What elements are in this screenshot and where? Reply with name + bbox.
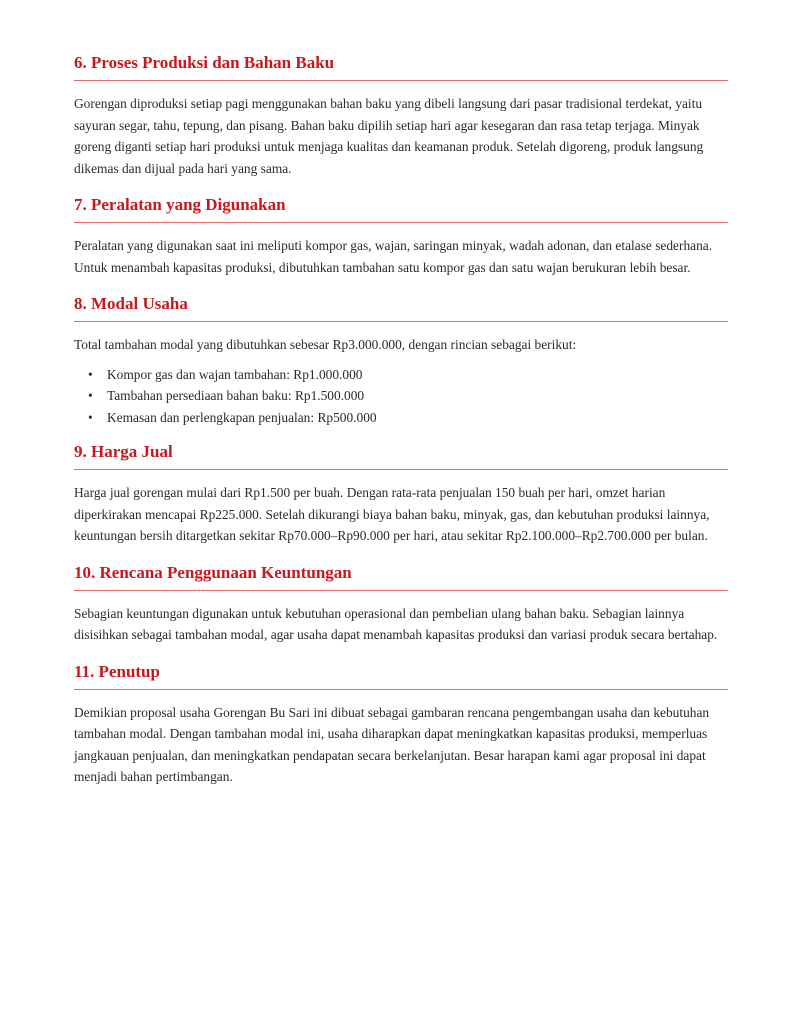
section-modal-usaha (74, 292, 728, 428)
section-produksi (74, 51, 728, 179)
section-heading: 7. Peralatan yang Digunakan (74, 193, 728, 223)
section-penggunaan-keuntungan (74, 561, 728, 646)
document-page (74, 40, 728, 788)
section-paragraph: Harga jual gorengan mulai dari Rp1.500 per buah. Dengan rata-rata penjualan 150 buah per hari, omzet harian diperkirakan mencapai Rp225.000. Setelah dikurangi biaya bahan baku, minyak, gas, dan kebutuhan produksi lainnya, keuntungan bersih ditargetkan sekitar Rp70.000–Rp90.000 per hari, atau sekitar Rp2.100.000–Rp2.700.000 per bulan. (74, 485, 710, 543)
section-paragraph: Demikian proposal usaha Gorengan Bu Sari ini dibuat sebagai gambaran rencana pengembangan usaha dan kebutuhan tambahan modal. Dengan tambahan modal ini, usaha diharapkan dapat meningkatkan kapasitas produksi, memperluas jangkauan penjualan, dan meningkatkan pendapatan secara berkelanjutan. Besar harapan kami agar proposal ini dapat menjadi bahan pertimbangan. (74, 704, 710, 784)
section-heading: 6. Proses Produksi dan Bahan Baku (74, 51, 728, 81)
list-item (88, 385, 728, 407)
section-harga-jual (74, 440, 728, 547)
bullet-icon: • (88, 409, 93, 425)
section-heading: 10. Rencana Penggunaan Keuntungan (74, 561, 728, 591)
section-paragraph: Total tambahan modal yang dibutuhkan sebesar Rp3.000.000, dengan rincian sebagai berikut: (74, 337, 577, 352)
list-item-text: Tambahan persediaan bahan baku: Rp1.500.000 (107, 388, 365, 403)
section-heading: 8. Modal Usaha (74, 292, 728, 322)
capital-breakdown-list (74, 364, 728, 429)
section-paragraph: Sebagian keuntungan digunakan untuk kebutuhan operasional dan pembelian ulang bahan baku. Sebagian lainnya disisihkan sebagai tambahan modal, agar usaha dapat menambah kapasitas produksi dan variasi produk secara bertahap. (74, 605, 718, 642)
section-penutup (74, 660, 728, 788)
section-heading: 11. Penutup (74, 660, 728, 690)
list-item (88, 407, 728, 429)
section-paragraph: Peralatan yang digunakan saat ini meliputi kompor gas, wajan, saringan minyak, wadah adonan, dan etalase sederhana. Untuk menambah kapasitas produksi, dibutuhkan tambahan satu kompor gas dan satu wajan berukuran lebih besar. (74, 238, 713, 275)
list-item-text: Kemasan dan perlengkapan penjualan: Rp500.000 (107, 409, 377, 425)
list-item (88, 364, 728, 386)
section-paragraph: Gorengan diproduksi setiap pagi menggunakan bahan baku yang dibeli langsung dari pasar tradisional terdekat, yaitu sayuran segar, tahu, tepung, dan pisang. Bahan baku dipilih setiap hari agar kesegaran dan rasa tetap terjaga. Minyak goreng diganti setiap hari produksi untuk menjaga kualitas dan keamanan produk. Setelah digoreng, produk langsung dikemas dan dijual pada hari yang sama. (74, 96, 704, 176)
bullet-icon: • (88, 366, 93, 382)
list-item-text: Kompor gas dan wajan tambahan: Rp1.000.000 (107, 366, 363, 382)
section-heading: 9. Harga Jual (74, 440, 728, 470)
section-peralatan (74, 193, 728, 278)
bullet-icon: • (88, 388, 93, 403)
